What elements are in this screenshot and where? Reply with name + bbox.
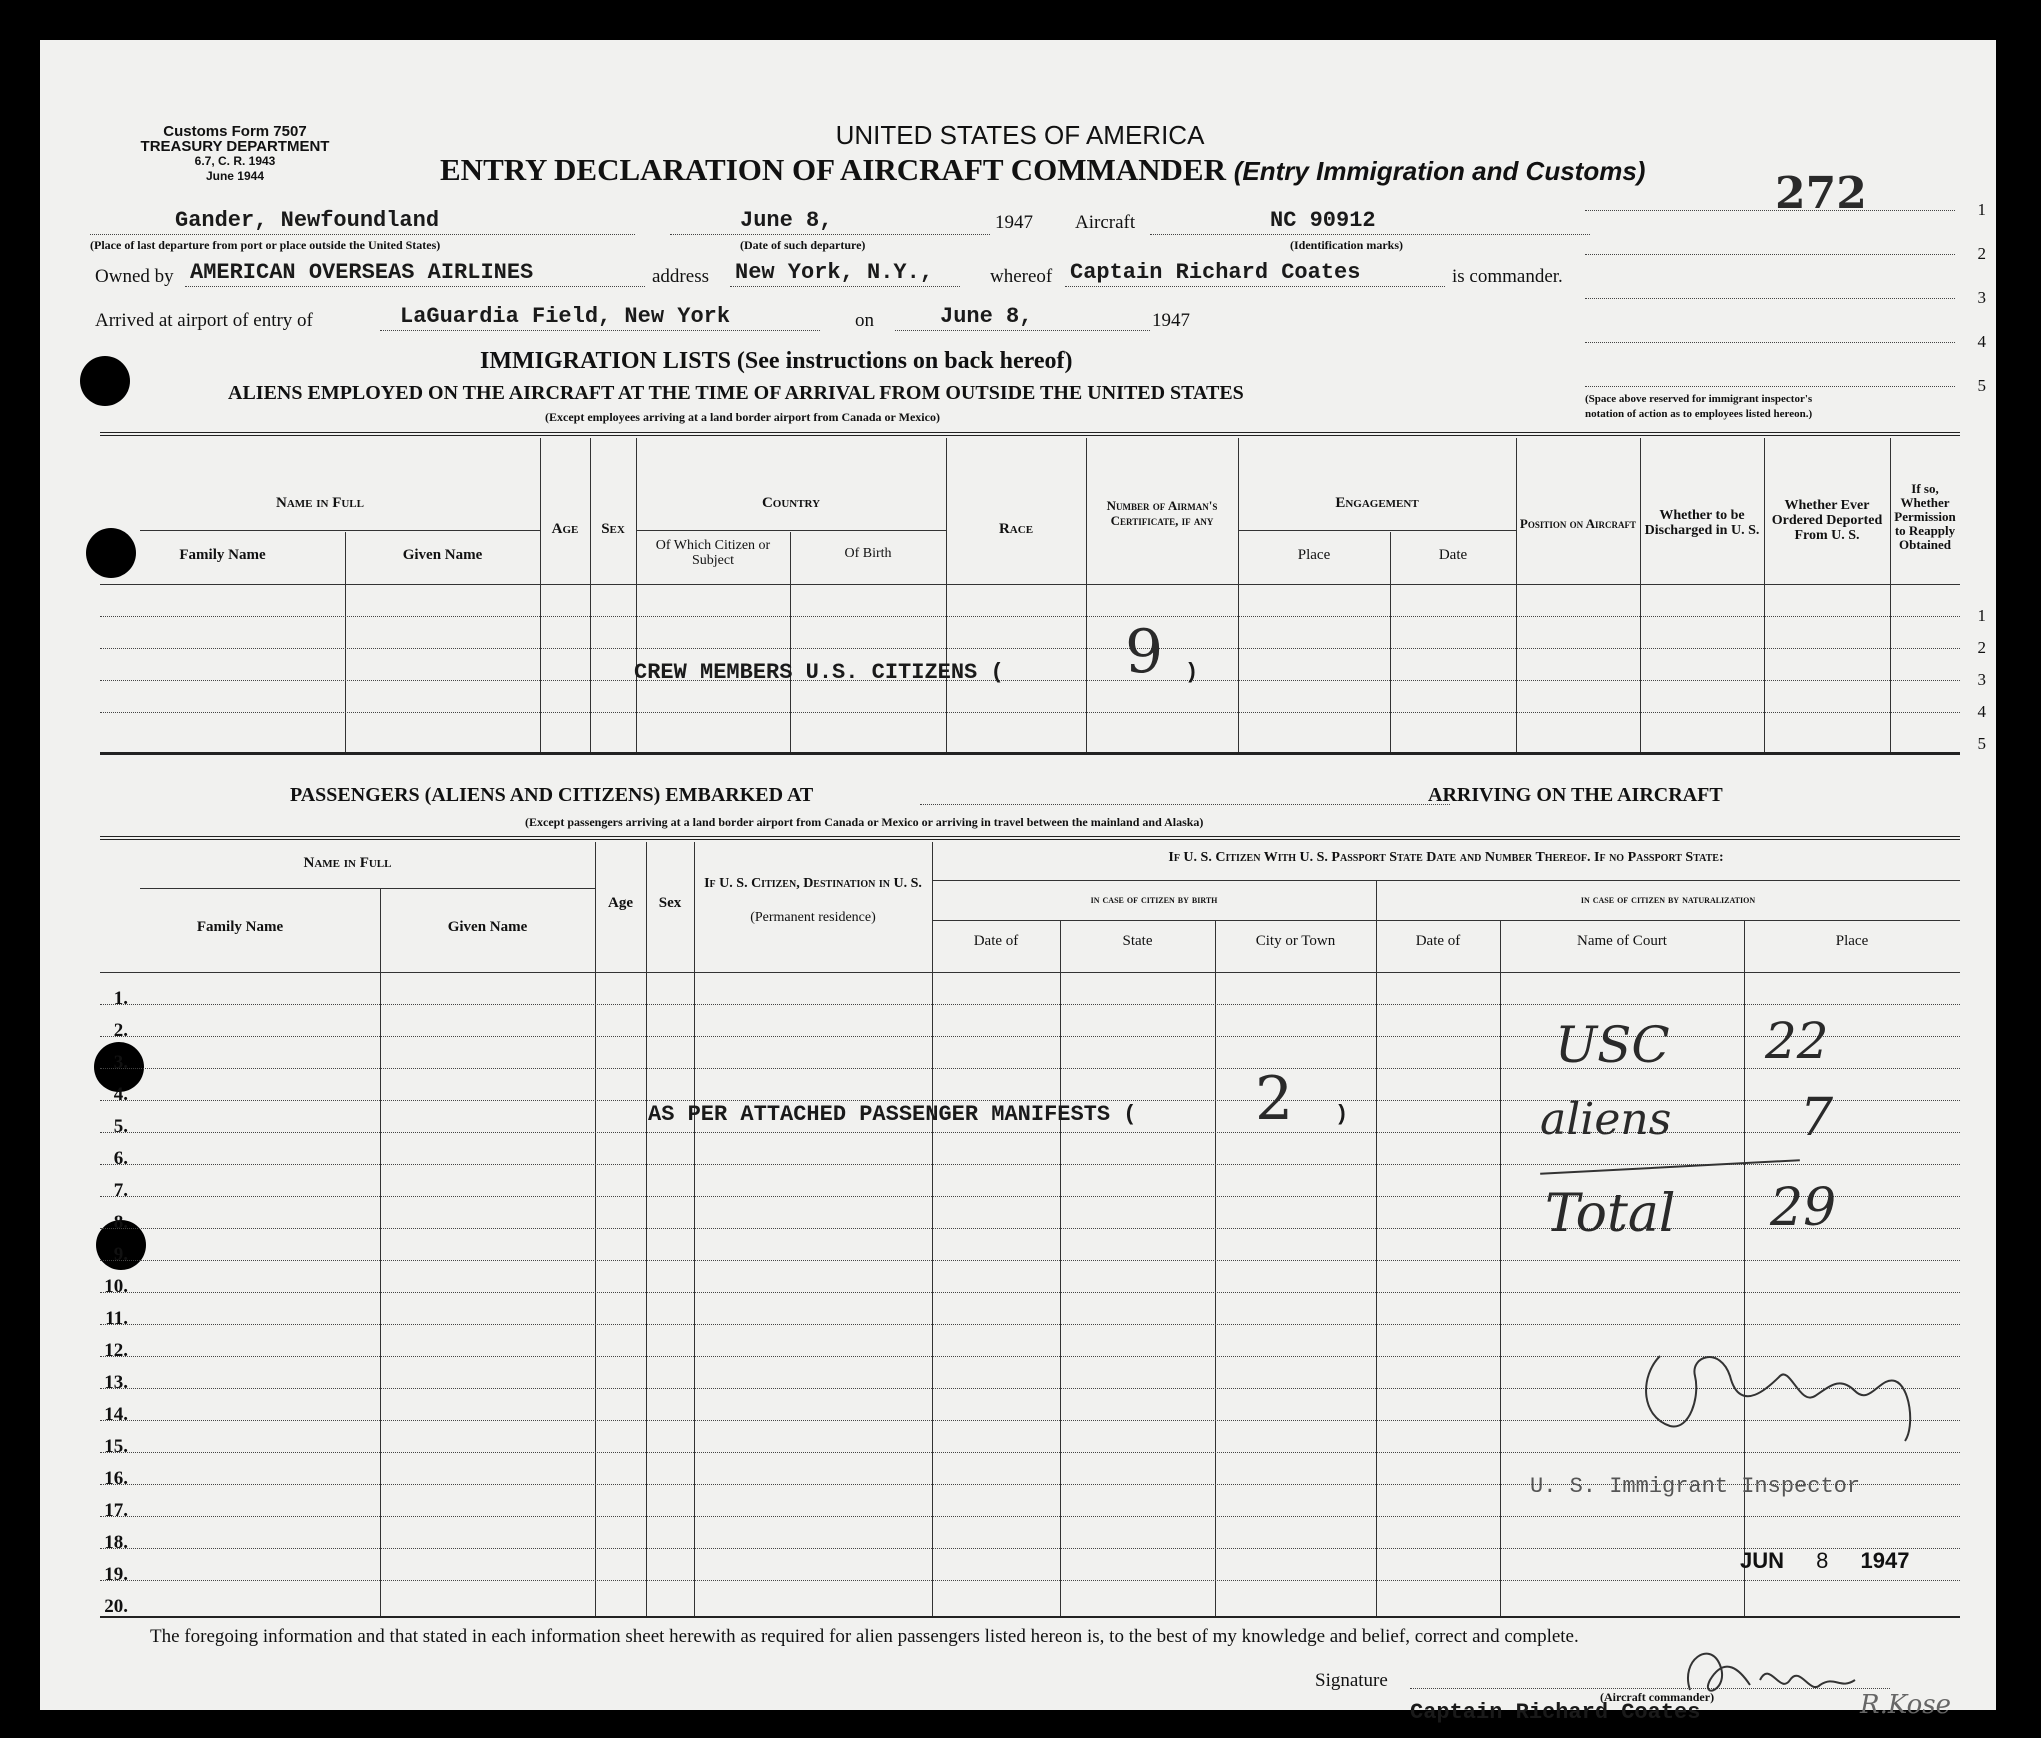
form-number: Customs Form 7507 (163, 123, 307, 140)
arrival-year: 1947 (1152, 310, 1190, 331)
reserved-note: (Space above reserved for immigrant inspector's notation of action as to employees listed hereon.) (1585, 393, 1813, 420)
departure-year: 1947 (995, 212, 1033, 233)
tally-aliens-label: aliens (1540, 1094, 1672, 1145)
reserved-line-number: 1 (1977, 200, 1986, 219)
arrival-date: June 8, (940, 304, 1033, 329)
tally-usc-value: 22 (1765, 1012, 1829, 1070)
crew-row-number: 4 (1977, 702, 1986, 721)
crew-col-birth: Of Birth (844, 546, 892, 561)
crew-col-race: Race (998, 521, 1034, 537)
punch-hole (80, 356, 130, 406)
reserved-line-number: 4 (1977, 332, 1986, 351)
reserved-line-number: 5 (1977, 376, 1986, 395)
crew-count-close: ) (1185, 660, 1199, 685)
tally-total-value: 29 (1770, 1178, 1837, 1238)
immigration-exception: (Except employees arriving at a land border airport from Canada or Mexico) (545, 410, 940, 424)
pax-col-destination: If U. S. Citizen, Destination in U. S. (704, 876, 922, 891)
pax-col-given: Given Name (447, 919, 528, 935)
pax-col-destination-note: (Permanent residence) (750, 910, 876, 925)
pax-col-family: Family Name (196, 919, 284, 935)
tally-usc-label: USC (1555, 1016, 1670, 1074)
crew-note: CREW MEMBERS U.S. CITIZENS ( (634, 660, 1004, 685)
commander-signature-text: R.Kose (1860, 1690, 1951, 1720)
pax-col-state: State (1122, 933, 1153, 949)
regulation: 6.7, C. R. 1943 (194, 154, 276, 168)
pax-col-naturalization: in case of citizen by naturalization (1580, 892, 1756, 906)
crew-col-age: Age (551, 521, 579, 537)
passenger-count: 2 (1255, 1064, 1294, 1134)
crew-col-engagement: Engagement (1335, 495, 1419, 511)
crew-col-deported: Whether Ever Ordered Deported From U. S. (1771, 498, 1883, 543)
immigration-heading: IMMIGRATION LISTS (See instructions on back hereof) (480, 348, 1073, 374)
commander: Captain Richard Coates (1070, 260, 1361, 285)
pax-col-date-of-2: Date of (1415, 933, 1461, 949)
page-title (440, 152, 1645, 188)
owned-by-label: Owned by (95, 266, 174, 287)
aircraft-label: Aircraft (1075, 212, 1136, 233)
reserved-line-number: 3 (1977, 288, 1986, 307)
crew-col-country: Country (761, 495, 821, 511)
aircraft-id: NC 90912 (1270, 208, 1376, 233)
crew-col-discharged: Whether to be Discharged in U. S. (1644, 508, 1760, 538)
pax-col-age: Age (608, 895, 633, 911)
crew-col-date: Date (1438, 547, 1468, 563)
form-date: June 1944 (205, 169, 265, 183)
address: New York, N.Y., (735, 260, 934, 285)
crew-row-number: 5 (1977, 734, 1986, 753)
signature-label: Signature (1315, 1670, 1388, 1691)
stamp-number: 272 (1775, 168, 1867, 219)
passengers-heading (290, 784, 813, 807)
form-id (90, 124, 380, 184)
crew-col-permission: If so, Whether Permission to Reapply Obtained (1894, 481, 1956, 552)
signature-caption: (Aircraft commander) (1600, 1690, 1715, 1704)
passengers-exception: (Except passengers arriving at a land border airport from Canada or Mexico or arriving in travel between the mainland and Alaska) (525, 815, 1204, 829)
aircraft-id-caption: (Identification marks) (1290, 238, 1403, 252)
pax-col-city: City or Town (1255, 933, 1336, 949)
passengers-heading-left: PASSENGERS (ALIENS AND CITIZENS) EMBARKED AT (290, 784, 814, 806)
crew-count: 9 (1125, 617, 1164, 687)
crew-row-number: 2 (1977, 638, 1986, 657)
pax-col-birth: in case of citizen by birth (1090, 892, 1218, 906)
passengers-heading-right: ARRIVING ON THE AIRCRAFT (1428, 784, 1723, 806)
country-title: UNITED STATES OF AMERICA (835, 120, 1205, 150)
departure-date-caption: (Date of such departure) (740, 238, 866, 252)
whereof-label: whereof (990, 266, 1053, 287)
crew-col-sex: Sex (601, 521, 625, 537)
form-sheet: Customs Form 7507 TREASURY DEPARTMENT 6.7, C. R. 1943 June 1944 UNITED STATES OF AMERICA ENTRY DECLARATION OF AIRCRAFT COMMANDER (Entry Immigration and Customs) 272 1 2 3 4 5 (Space above reserved for immigrant inspector's notation of action as to employees listed hereon.) Gander, Newfoundland (Place of last departure from port or place outside the United States) June 8, (Date of such departure) 1947 Aircraft NC 90912 (Identification marks) Owned by AMERICAN OVERSEAS AIRLINES address New York, N.Y., whereof Captain Richard Coates is commander. Arrived at airport of entry of LaGuardia Field, New York on June 8, 1947 IMMIGRATION LISTS (See instructions on back hereof) ALIENS EMPLOYED ON THE AIRCRAFT AT THE TIME OF ARRIVAL FROM OUTSIDE THE UNITED STATES (Except employees arriving at a land border airport from Canada or Mexico) Name in Full Family Name Given Name Age Sex Country Of Which Citizen or Subject Of Birth Race Number of Airman's Certificate, if any Engagement Place Date Position on Aircraft Whether to be Discharged in U. S. Whether Ever Ordered Deported From U. S. If so, Whether Permission to Reapply Obtained CREW MEMBERS U.S. CITIZENS ( 9 ) 1 2 3 4 5 PASSENGERS (ALIENS AND CITIZENS) EMBARKED AT ARRIVING ON THE AIRCRAFT (Except passengers arriving at a land border airport from Canada or Mexico or arriving in travel between the mainland and Alaska) Name in Full Family Name Given Name Age Sex If U. S. Citizen, Destination in U. S. (Permanent residence) If U. S. Citizen With U. S. Passport State Date and Number Thereof. If no Passport State: in case of citizen by birth in case of citizen by naturalization Date of State City or Town Date of Name of Court Place AS PER ATTACHED PASSENGER MANIFESTS ( 2 ) USC 22 aliens 7 Total 29 U. S. Immigrant Inspector JUN 8 1947 1. 2. 3. 4. 5. 6. 7. 8. 9. 10. 11. 12. 13. 14. 15. 16. 17. 18. 19. 20. The foregoing information and that stated in each information sheet herewith as required for alien passengers listed hereon is, to the best of my knowledge and belief, correct and complete. Signature (Aircraft commander) Captain Richard Coates R.Kose (40, 40, 1996, 1710)
tally-aliens-value: 7 (1800, 1088, 1834, 1148)
pax-col-court: Name of Court (1577, 933, 1667, 949)
title-sub: (Entry Immigration and Customs) (1233, 156, 1646, 186)
pax-col-passport: If U. S. Citizen With U. S. Passport State Date and Number Thereof. If no Passport State: (1168, 850, 1724, 865)
pax-col-date-of: Date of (973, 933, 1019, 949)
crew-row-number: 3 (1977, 670, 1986, 689)
crew-col-citizen: Of Which Citizen or Subject (655, 538, 771, 568)
crew-col-certificate: Number of Airman's Certificate, if any (1106, 498, 1218, 528)
inspector-title: U. S. Immigrant Inspector (1530, 1474, 1861, 1499)
commander-label: is commander. (1452, 266, 1563, 287)
crew-row-number: 1 (1977, 606, 1986, 625)
inspector-signature (1640, 1336, 1970, 1446)
arrival-airport: LaGuardia Field, New York (400, 304, 731, 329)
passenger-count-close: ) (1335, 1102, 1349, 1127)
crew-col-given: Given Name (402, 547, 483, 563)
reserved-line-number: 2 (1977, 244, 1986, 263)
on-label: on (855, 310, 874, 331)
immigration-subheading: ALIENS EMPLOYED ON THE AIRCRAFT AT THE TIME OF ARRIVAL FROM OUTSIDE THE UNITED STATES (228, 382, 1244, 404)
departure-place-caption: (Place of last departure from port or place outside the United States) (90, 238, 441, 252)
passenger-note: AS PER ATTACHED PASSENGER MANIFESTS ( (648, 1102, 1137, 1127)
declaration-text: The foregoing information and that stated in each information sheet herewith as required for alien passengers listed hereon is, to the best of my knowledge and belief, correct and complete. (150, 1626, 1579, 1647)
departure-place: Gander, Newfoundland (175, 208, 440, 233)
pax-col-sex: Sex (658, 895, 682, 911)
department: TREASURY DEPARTMENT (140, 138, 330, 155)
crew-col-name: Name in Full (275, 495, 364, 511)
crew-col-family: Family Name (179, 547, 266, 563)
address-label: address (652, 266, 709, 287)
owner: AMERICAN OVERSEAS AIRLINES (190, 260, 534, 285)
arrived-label: Arrived at airport of entry of (95, 310, 313, 331)
crew-table (100, 432, 1960, 762)
departure-date: June 8, (740, 208, 833, 233)
passenger-table (100, 836, 1960, 1626)
title-main: ENTRY DECLARATION OF AIRCRAFT COMMANDER (440, 152, 1226, 187)
crew-col-position: Position on Aircraft (1519, 516, 1637, 531)
signer-name: Captain Richard Coates (1410, 1700, 1701, 1725)
tally-total-label: Total (1545, 1184, 1676, 1244)
inspector-stamp-date: JUN 8 1947 (1740, 1548, 1910, 1573)
pax-col-name: Name in Full (303, 855, 392, 871)
crew-col-place: Place (1297, 547, 1331, 563)
pax-col-place: Place (1835, 933, 1869, 949)
